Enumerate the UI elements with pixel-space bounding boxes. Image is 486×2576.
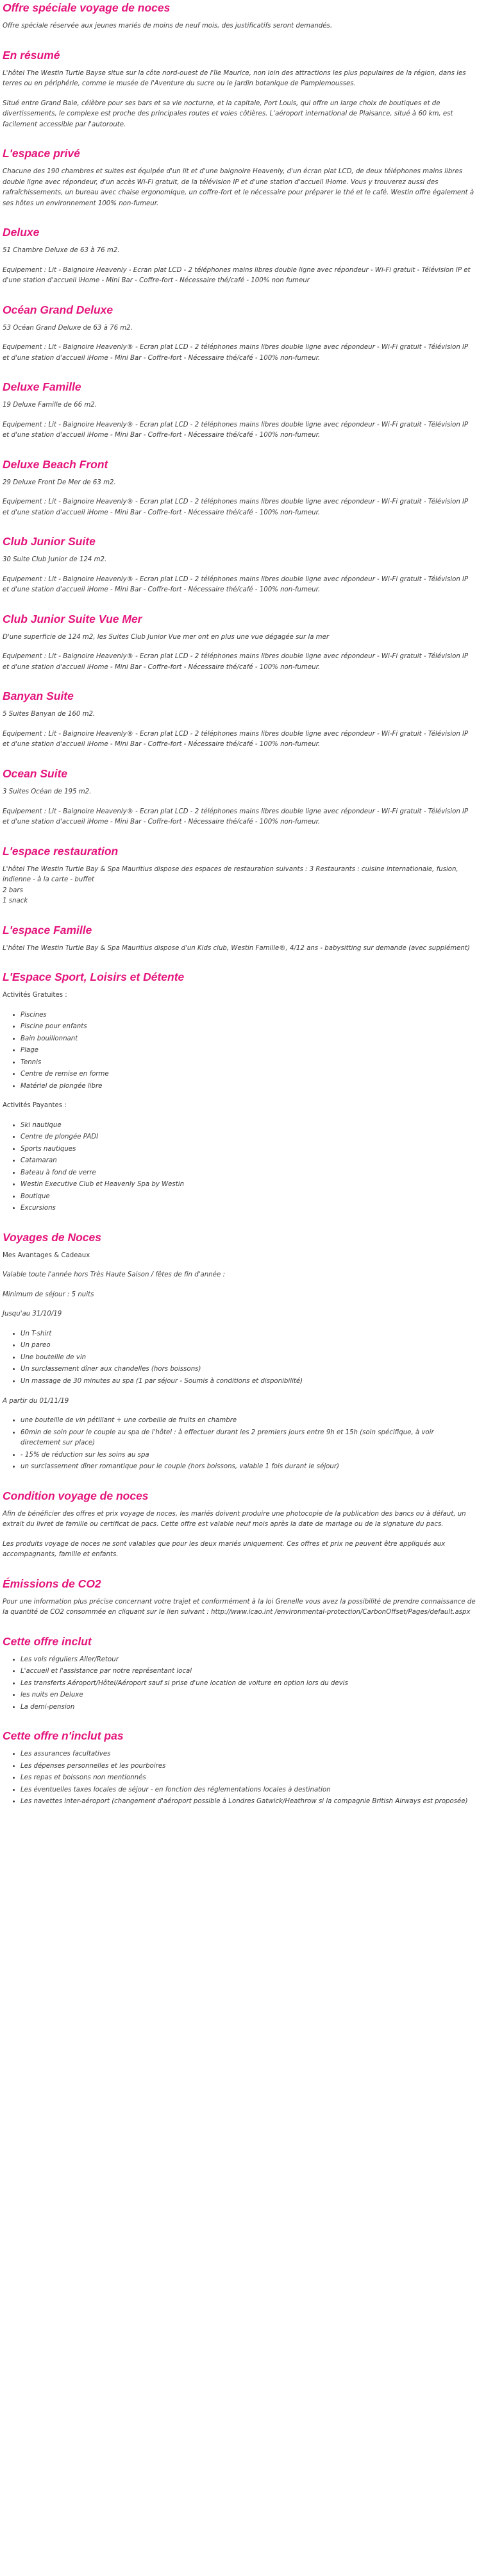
room-size: 29 Deluxe Front De Mer de 63 m2. [3,479,116,486]
list-item: • Sports nautiques [21,1144,476,1155]
restauration-line: 2 bars [3,886,23,894]
list-item: • Centre de plongée PADI [21,1132,476,1143]
heading-voyages-de-noces: Voyages de Noces [3,1230,102,1244]
list-item: • Les repas et boissons non mentionnés [21,1773,476,1784]
list-item: • Piscines [21,1010,476,1021]
list-item: • Westin Executive Club et Heavenly Spa by Westin [21,1180,476,1191]
condition-paragraph-2: Les produits voyage de noces ne sont valables que pour les deux mariés uniquement. Ces offres et prix ne peuvent être appliqués aux accompagnants, famille et enfants. [3,1540,446,1559]
list-item: • Une bouteille de vin [21,1353,476,1364]
section-espace-prive [3,147,476,209]
noces-gifts-list-1 [3,1329,476,1387]
room-deluxe-beach-front [3,458,476,519]
room-equipment: Equipement : Lit - Baignoire Heavenly® - Ecran plat LCD - 2 téléphones mains libres double ligne avec répondeur - Wi-Fi gratuit - Télévision IP et d'une station d'accueil iHome - Mini Bar - Coffre-fort - Nécessaire thé/café - 100% non-fumeur. [3,575,469,594]
heading-condition-noces: Condition voyage de noces [3,1489,149,1502]
co2-text: Pour une information plus précise concernant votre trajet et conformément à la loi Grenelle vous avez la possibilité de prendre connaissance de la quantité de CO2 consommée en cliquant sur le lien suivant : http://www.icao.int /environmental-protection/CarbonOffset/Pages/default.aspx [3,1598,476,1616]
heading-offre-speciale: Offre spéciale voyage de noces [3,1,171,14]
heading-sport-loisirs: L'Espace Sport, Loisirs et Détente [3,970,185,984]
room-size: 30 Suite Club Junior de 124 m2. [3,556,107,564]
noces-subtitle: Mes Avantages & Cadeaux [3,1251,90,1259]
activites-gratuites-label: Activités Gratuites : [3,992,67,999]
room-equipment: Equipement : Lit - Baignoire Heavenly® - Ecran plat LCD - 2 téléphones mains libres double ligne avec répondeur - Wi-Fi gratuit - Télévision IP et d'une station d'accueil iHome - Mini Bar - Coffre-fort - Nécessaire thé/café - 100% non-fumeur. [3,653,469,671]
room-size: 51 Chambre Deluxe de 63 à 76 m2. [3,247,120,255]
list-item: • Les vols réguliers Aller/Retour [21,1655,476,1666]
list-item: • un surclassement dîner romantique pour le couple (hors boissons, valable 1 fois durant le séjour) [21,1462,476,1473]
section-voyages-de-noces [3,1231,476,1473]
room-size: 3 Suites Océan de 195 m2. [3,788,92,795]
list-item: • 60min de soin pour le couple au spa de l'hôtel : à effectuer durant les 2 premiers jours entre 9h et 15h (soin spécifique, à voir directement sur place) [21,1428,476,1449]
list-item: • Un pareo [21,1341,476,1352]
room-title: Deluxe [3,226,40,239]
room-title: Océan Grand Deluxe [3,303,113,316]
room-ocean-grand-deluxe [3,303,476,364]
list-item: • Excursions [21,1203,476,1214]
room-equipment: Equipement : Lit - Baignoire Heavenly - Ecran plat LCD - 2 téléphones mains libres double ligne avec répondeur - Wi-Fi gratuit - Télévision IP et d'une station d'accueil iHome - Mini Bar - Coffre-fort - Nécessaire thé/café - 100% non fumeur [3,266,471,285]
room-size: 19 Deluxe Famille de 66 m2. [3,402,97,409]
room-title: Deluxe Beach Front [3,457,108,471]
famille-text: L'hôtel The Westin Turtle Bay & Spa Mauritius dispose d'un Kids club, Westin Famille®, 4/12 ans - babysitting sur demande (avec supplément) [3,944,470,952]
room-title: Club Junior Suite [3,535,96,548]
room-banyan-suite [3,690,476,750]
room-club-junior-suite-vue-mer [3,613,476,674]
list-item: • Un massage de 30 minutes au spa (1 par séjour - Soumis à conditions et disponibilité) [21,1377,476,1387]
activites-payantes-label: Activités Payantes : [3,1102,67,1110]
room-ocean-suite [3,767,476,828]
section-offre-ninclut-pas [3,1729,476,1808]
list-item: • une bouteille de vin pétillant + une corbeille de fruits en chambre [21,1416,476,1427]
restauration-line: L'hôtel The Westin Turtle Bay & Spa Mauritius dispose des espaces de restauration suivants : 3 Restaurants : cuisine internationale, fusion, indienne - à la carte - buffet [3,865,458,884]
list-item: • L'accueil et l'assistance par notre représentant local [21,1666,476,1677]
section-en-resume [3,49,476,131]
room-title: Banyan Suite [3,690,74,703]
resume-paragraph-1: L'hôtel The Westin Turtle Bayse situe sur la côte nord-ouest de l'île Maurice, non loin des attractions les plus populaires de la région, dans les terres ou en périphérie, comme le musée de l'Aventure du sucre ou le jardin botanique de Pamplemousses. [3,69,466,88]
activites-gratuites-list [3,1010,476,1092]
noces-from-date: A partir du 01/11/19 [3,1397,69,1405]
list-item: • Plage [21,1046,476,1056]
section-famille [3,924,476,954]
list-item: • La demi-pension [21,1702,476,1713]
room-deluxe [3,226,476,287]
heading-restauration: L'espace restauration [3,844,119,858]
list-item: • Les transferts Aéroport/Hôtel/Aéroport sauf si prise d'une location de voiture en option lors du devis [21,1679,476,1690]
list-item: • Les éventuelles taxes locales de séjour - en fonction des réglementations locales à destination [21,1785,476,1796]
room-title: Club Junior Suite Vue Mer [3,612,142,625]
list-item: • Tennis [21,1058,476,1069]
list-item: • Les assurances facultatives [21,1749,476,1760]
room-club-junior-suite [3,535,476,596]
inclut-list [3,1655,476,1713]
restauration-text [3,865,476,907]
room-equipment: Equipement : Lit - Baignoire Heavenly® - Ecran plat LCD - 2 téléphones mains libres double ligne avec répondeur - Wi-Fi gratuit - Télévision IP et d'une station d'accueil iHome - Mini Bar - Coffre-fort - Nécessaire thé/café - 100% non-fumeur. [3,344,469,362]
list-item: • Ski nautique [21,1121,476,1131]
list-item: • Bain bouillonnant [21,1034,476,1045]
room-equipment: Equipement : Lit - Baignoire Heavenly® - Ecran plat LCD - 2 téléphones mains libres double ligne avec répondeur - Wi-Fi gratuit - Télévision IP et d'une station d'accueil iHome - Mini Bar - Coffre-fort - Nécessaire thé/café - 100% non-fumeur. [3,498,469,516]
document-page [0,1,478,1829]
list-item: • Boutique [21,1192,476,1203]
section-emissions-co2 [3,1577,476,1618]
section-restauration [3,845,476,907]
heading-offre-ninclut-pas: Cette offre n'inclut pas [3,1729,124,1743]
prive-text: Chacune des 190 chambres et suites est équipée d'un lit et d'une baignoire Heavenly, d'un écran plat LCD, de deux téléphones mains libres double ligne avec répondeur, d'un accès Wi-Fi gratuit, de la télévision IP et d'une station d'accueil iHome. Vous y trouverez aussi des rafraîchissements, un bureau avec chaise ergonomique, un coffre-fort et le nécessaire pour préparer le thé et le café. Westin offre également à ses hôtes un environnement 100% non-fumeur. [3,168,474,207]
heading-famille: L'espace Famille [3,923,92,936]
list-item: • les nuits en Deluxe [21,1690,476,1701]
section-sport-loisirs [3,970,476,1214]
heading-emissions-co2: Émissions de CO2 [3,1577,101,1590]
room-equipment: Equipement : Lit - Baignoire Heavenly® - Ecran plat LCD - 2 téléphones mains libres double ligne avec répondeur - Wi-Fi gratuit - Télévision IP et d'une station d'accueil iHome - Mini Bar - Coffre-fort - Nécessaire thé/café - 100% non-fumeur. [3,421,469,439]
list-item: • Matériel de plongée libre [21,1081,476,1092]
section-offre-inclut [3,1635,476,1713]
condition-paragraph-1: Afin de bénéficier des offres et prix voyage de noces, les mariés doivent produire une photocopie de la publication des bancs ou à défaut, un extrait du livret de famille ou certificat de pacs. Cette offre est valable neuf mois après la date de mariage ou de la signature du pacs. [3,1510,466,1529]
heading-offre-inclut: Cette offre inclut [3,1634,92,1648]
list-item: • Les dépenses personnelles et les pourboires [21,1761,476,1772]
room-deluxe-famille [3,380,476,441]
offre-text: Offre spéciale réservée aux jeunes mariés de moins de neuf mois, des justificatifs seront demandés. [3,22,333,30]
room-equipment: Equipement : Lit - Baignoire Heavenly® - Ecran plat LCD - 2 téléphones mains libres double ligne avec répondeur - Wi-Fi gratuit - Télévision IP et d'une station d'accueil iHome - Mini Bar - Coffre-fort - Nécessaire thé/café - 100% non-fumeur. [3,808,469,826]
list-item: • Un T-shirt [21,1329,476,1340]
room-equipment: Equipement : Lit - Baignoire Heavenly® - Ecran plat LCD - 2 téléphones mains libres double ligne avec répondeur - Wi-Fi gratuit - Télévision IP et d'une station d'accueil iHome - Mini Bar - Coffre-fort - Nécessaire thé/café - 100% non-fumeur. [3,730,469,749]
activites-payantes-list [3,1121,476,1214]
room-size: D'une superficie de 124 m2, les Suites Club Junior Vue mer ont en plus une vue dégagée sur la mer [3,633,330,641]
section-condition-noces [3,1489,476,1561]
noces-until-date: Jusqu'au 31/10/19 [3,1310,62,1318]
noces-gifts-list-2 [3,1416,476,1473]
heading-espace-prive: L'espace privé [3,147,80,160]
noces-validity: Valable toute l'année hors Très Haute Saison / fêtes de fin d'année : [3,1271,225,1279]
section-offre-speciale [3,1,476,32]
room-size: 5 Suites Banyan de 160 m2. [3,711,96,718]
ninclut-list [3,1749,476,1808]
noces-minimum-stay: Minimum de séjour : 5 nuits [3,1291,94,1298]
list-item: • Les navettes inter-aéroport (changement d'aéroport possible à Londres Gatwick/Heathrow si la compagnie British Airways est proposée) [21,1797,476,1808]
room-size: 53 Océan Grand Deluxe de 63 à 76 m2. [3,324,133,332]
list-item: • Bateau à fond de verre [21,1168,476,1179]
room-title: Ocean Suite [3,767,68,780]
heading-en-resume: En résumé [3,48,60,62]
list-item: • Catamaran [21,1156,476,1167]
restauration-line: 1 snack [3,897,28,905]
list-item: • Piscine pour enfants [21,1022,476,1033]
room-title: Deluxe Famille [3,380,81,394]
list-item: • Centre de remise en forme [21,1069,476,1080]
resume-paragraph-2: Situé entre Grand Baie, célèbre pour ses bars et sa vie nocturne, et la capitale, Port Louis, qui offre un large choix de boutiques et de divertissements, le complexe est proche des principales routes et voies côtières. L'aéroport international de Plaisance, situé à 60 km, est facilement accessible par l'autoroute. [3,99,453,128]
list-item: • - 15% de réduction sur les soins au spa [21,1450,476,1461]
list-item: • Un surclassement dîner aux chandelles (hors boissons) [21,1364,476,1375]
